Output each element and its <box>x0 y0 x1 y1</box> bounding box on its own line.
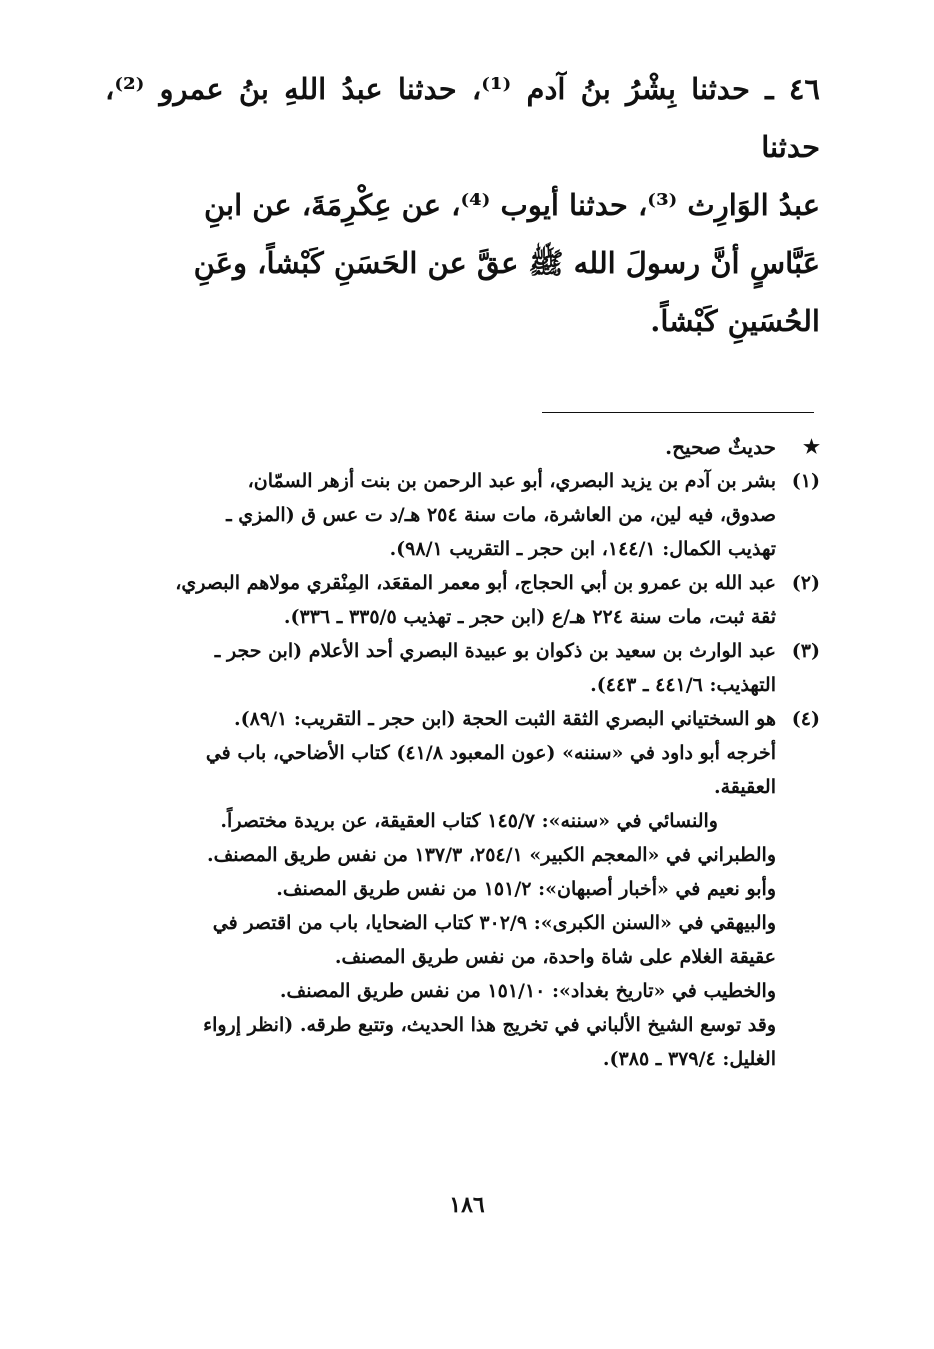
takhrij-line: والطبراني في «المعجم الكبير» ٢٥٤/١، ١٣٧/٣ من نفس طريق المصنف. <box>206 844 776 866</box>
footnote-2 <box>100 566 820 634</box>
footnote-3 <box>100 634 820 702</box>
page-number: ١٨٦ <box>449 1192 485 1218</box>
footnote-marker: (١) <box>791 470 820 492</box>
footnote-line: العقيقة. <box>714 776 776 798</box>
footnote-marker: (٢) <box>791 572 820 594</box>
star-icon: ★ <box>802 436 820 458</box>
footnote-line: هو السختياني البصري الثقة الثبت الحجة (ابن حجر ـ التقريب: ٨٩/١). <box>234 708 776 730</box>
footnote-line: عبد الوارث بن سعيد بن ذكوان بو عبيدة البصري أحد الأعلام (ابن حجر ـ <box>214 640 776 662</box>
hadith-line: عبدُ الوَارِث ⁽³⁾، حدثنا أيوب ⁽⁴⁾، عن عِكْرِمَةَ، عن ابنِ <box>203 188 820 222</box>
footnote-marker: (٣) <box>791 640 820 662</box>
footnote-1 <box>100 464 820 566</box>
takhrij-line: وقد توسع الشيخ الألباني في تخريج هذا الحديث، وتتبع طرقه. (انظر إرواء <box>203 1014 776 1036</box>
footnote-4 <box>100 702 820 804</box>
takhrij-block <box>100 804 820 1076</box>
footnote-line: أخرجه أبو داود في «سننه» (عون المعبود ٤١/٨) كتاب الأضاحي، باب في <box>205 742 776 764</box>
hadith-line: الحُسَينِ كَبْشاً. <box>650 304 820 338</box>
footnote-line: صدوق، فيه لين، من العاشرة، مات سنة ٢٥٤ هـ/د ت عس ق (المزي ـ <box>226 504 776 526</box>
footnote-line: بشر بن آدم بن يزيد البصري، أبو عبد الرحمن بن بنت أزهر السمّان، <box>247 470 776 492</box>
takhrij-line: والبيهقي في «السنن الكبرى»: ٣٠٢/٩ كتاب الضحايا، باب من اقتصر في <box>212 912 776 934</box>
footnote-line: عبد الله بن عمرو بن أبي الحجاج، أبو معمر المقعَد، المِنْقري مولاهم البصري، <box>175 572 776 594</box>
hadith-line: عَبَّاسٍ أنَّ رسولَ الله ﷺ عقَّ عن الحَسَنِ كَبْشاً، وعَنِ <box>193 246 820 280</box>
footnote-line: التهذيب: ٤٤١/٦ ـ ٤٤٣). <box>590 674 776 696</box>
takhrij-line: الغليل: ٣٧٩/٤ ـ ٣٨٥). <box>602 1048 776 1070</box>
footnote-line: ثقة ثبت، مات سنة ٢٢٤ هـ/ع (ابن حجر ـ تهذيب ٣٣٥/٥ ـ ٣٣٦). <box>283 606 776 628</box>
takhrij-line: والخطيب في «تاريخ بغداد»: ١٥١/١٠ من نفس طريق المصنف. <box>279 980 776 1002</box>
grade-text: حديثٌ صحيح. <box>665 435 776 459</box>
footnote-line: تهذيب الكمال: ١٤٤/١، ابن حجر ـ التقريب ٩٨/١). <box>389 538 776 560</box>
footnote-separator <box>542 412 814 413</box>
takhrij-line: عقيقة الغلام على شاة واحدة، من نفس طريق المصنف. <box>334 946 776 968</box>
footnote-marker: (٤) <box>791 708 820 730</box>
takhrij-line: وأبو نعيم في «أخبار أصبهان»: ١٥١/٢ من نفس طريق المصنف. <box>276 878 776 900</box>
hadith-text <box>105 60 820 350</box>
footnote-grade <box>100 428 820 464</box>
hadith-line: ٤٦ ـ حدثنا بِشْرُ بنُ آدم ⁽¹⁾، حدثنا عبدُ اللهِ بنُ عمرو ⁽²⁾، حدثنا <box>105 72 820 164</box>
takhrij-line: والنسائي في «سننه»: ١٤٥/٧ كتاب العقيقة، عن بريدة مختصراً. <box>220 810 718 832</box>
footnotes <box>100 428 820 1076</box>
